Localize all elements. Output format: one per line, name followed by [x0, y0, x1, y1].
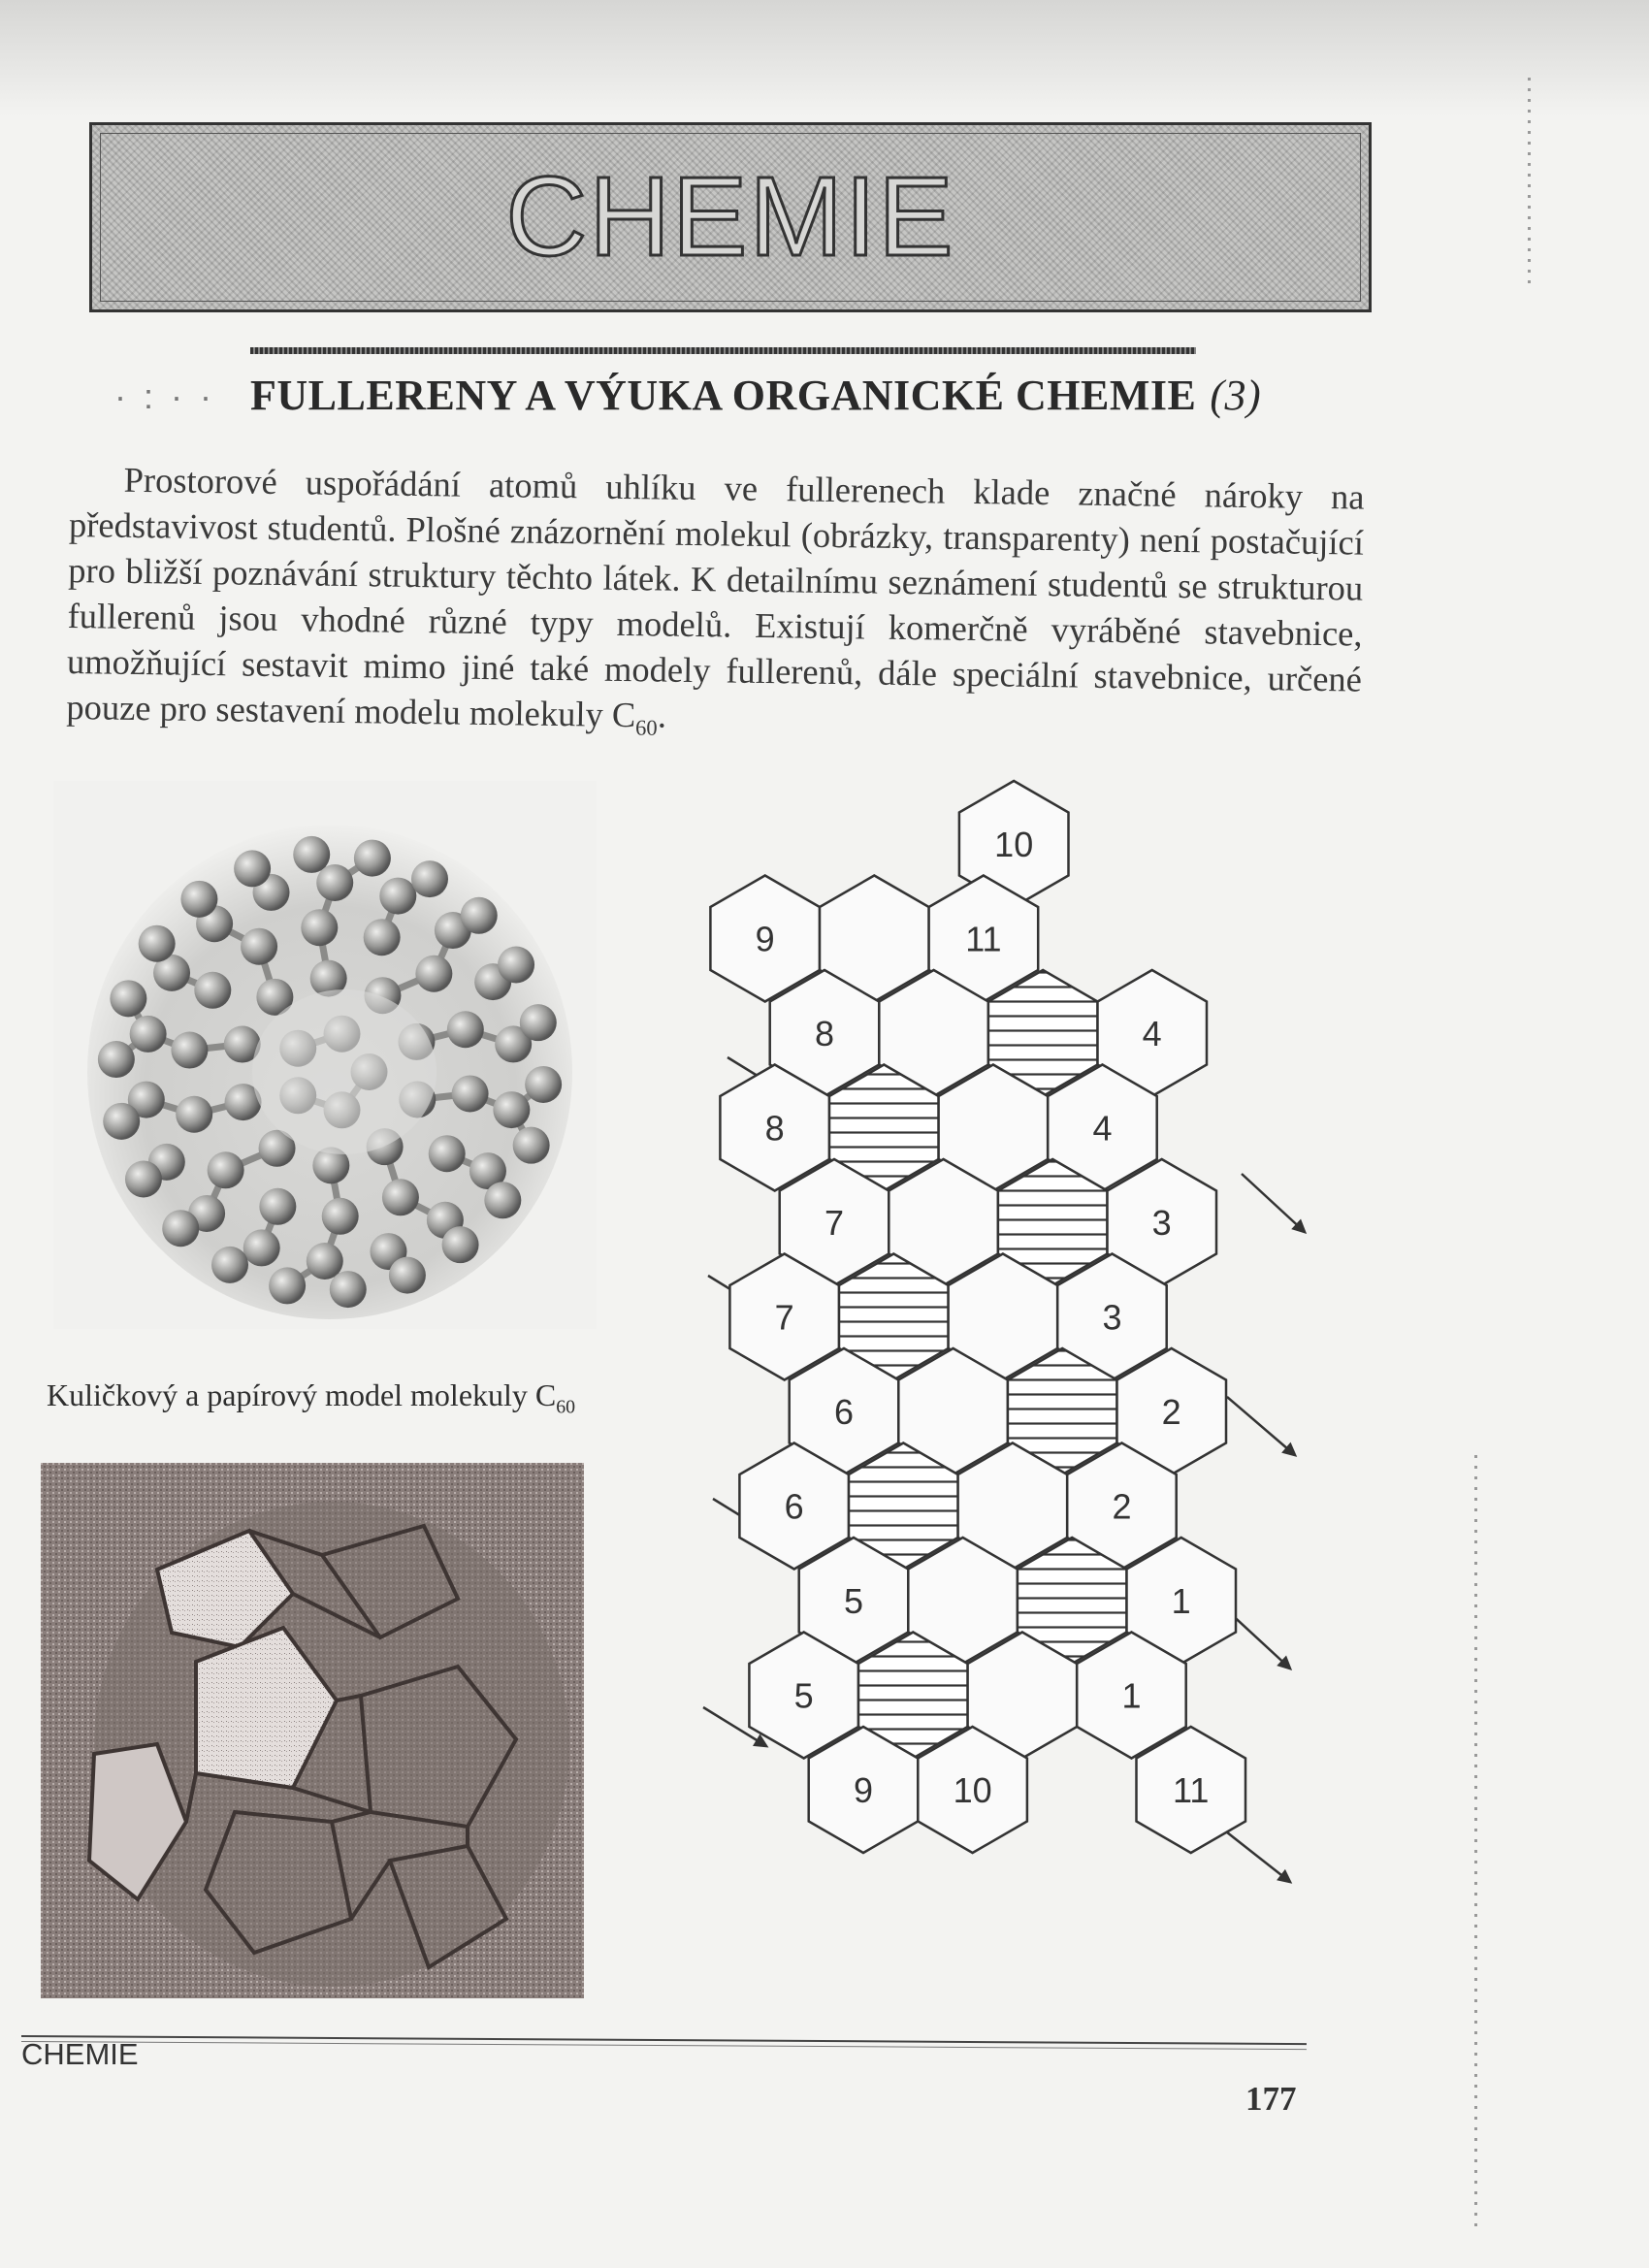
carbon-atom	[461, 897, 498, 934]
carbon-atom	[139, 925, 176, 962]
fullerene-net-diagram	[698, 776, 1339, 2027]
intro-end: .	[657, 695, 667, 735]
hex-label: 6	[833, 1392, 855, 1432]
hex-label: 5	[843, 1581, 864, 1621]
fold-arrow	[1222, 1829, 1290, 1882]
carbon-atom	[411, 860, 448, 897]
hex-label: 6	[784, 1486, 804, 1527]
fold-arrow	[1227, 1397, 1295, 1455]
fold-arrow	[1242, 1174, 1305, 1232]
carbon-atom	[259, 1188, 296, 1225]
title-marker-dots: · : · ·	[114, 376, 215, 416]
hex-label: 2	[1161, 1392, 1181, 1432]
scan-shading	[0, 0, 1649, 116]
carbon-atom	[364, 919, 401, 956]
hex-label: 7	[774, 1297, 794, 1338]
carbon-atom	[498, 946, 534, 983]
carbon-atom	[379, 878, 416, 915]
caption-text: Kuličkový a papírový model molekuly C	[47, 1377, 557, 1412]
hex-label: 2	[1112, 1486, 1132, 1527]
carbon-atom	[98, 1041, 135, 1078]
hex-label: 9	[755, 919, 775, 959]
carbon-atom	[176, 1096, 212, 1133]
hex-label: 3	[1102, 1297, 1122, 1338]
hex-label: 7	[824, 1203, 845, 1243]
carbon-atom	[525, 1066, 562, 1103]
carbon-atom	[307, 1243, 343, 1280]
carbon-atom	[493, 1091, 530, 1128]
hex-label: 9	[853, 1770, 874, 1810]
carbon-atom	[447, 1011, 484, 1048]
carbon-atom	[429, 1135, 466, 1172]
carbon-atom	[180, 881, 217, 918]
carbon-atom	[243, 1229, 280, 1266]
carbon-atom	[520, 1004, 557, 1041]
carbon-atom	[234, 850, 271, 887]
carbon-atom	[484, 1182, 521, 1218]
hex-label: 1	[1121, 1675, 1142, 1716]
carbon-atom	[301, 909, 338, 946]
paper-model-photo	[41, 1463, 584, 1998]
carbon-atom	[241, 928, 277, 965]
figure-caption	[47, 1377, 575, 1418]
carbon-atom	[171, 1032, 208, 1069]
ball-and-stick-model-photo	[53, 781, 597, 1329]
carbon-atom	[330, 1271, 367, 1308]
carbon-atom	[513, 1127, 550, 1164]
caption-subscript: 60	[556, 1396, 576, 1418]
fold-arrow-head	[755, 1736, 766, 1746]
carbon-atom	[125, 1161, 162, 1198]
title-rule	[250, 347, 1196, 354]
carbon-atom	[269, 1267, 306, 1304]
section-banner	[89, 122, 1372, 312]
page-number: 177	[1245, 2080, 1297, 2118]
intro-subscript: 60	[634, 715, 658, 740]
carbon-atom	[322, 1198, 359, 1235]
hex-label: 8	[764, 1108, 785, 1149]
carbon-atom	[162, 1210, 199, 1247]
scan-edge-dots	[1474, 1455, 1477, 2231]
carbon-atom	[382, 1179, 419, 1215]
hex-label: 4	[1092, 1108, 1113, 1149]
hex-label: 10	[953, 1770, 992, 1810]
carbon-atom	[415, 956, 452, 992]
carbon-atom	[103, 1103, 140, 1140]
carbon-atom	[211, 1247, 248, 1283]
carbon-atom	[130, 1016, 167, 1053]
carbon-atom	[194, 972, 231, 1009]
intro-paragraph	[66, 456, 1365, 761]
article-part-number: (3)	[1210, 372, 1262, 419]
hex-label: 4	[1142, 1014, 1162, 1053]
hex-label: 8	[814, 1014, 835, 1053]
scan-edge-dots	[1528, 78, 1531, 291]
carbon-atom	[293, 836, 330, 873]
carbon-atom	[452, 1075, 489, 1112]
hex-label: 1	[1171, 1581, 1191, 1621]
carbon-atom	[442, 1226, 479, 1263]
carbon-atom	[110, 980, 146, 1017]
carbon-atom	[354, 840, 391, 877]
banner-title: CHEMIE	[505, 153, 955, 279]
footer-rule	[21, 2035, 1307, 2045]
footer-section-label: CHEMIE	[21, 2037, 139, 2071]
carbon-atom	[316, 864, 353, 901]
hex-label: 11	[1173, 1770, 1210, 1810]
intro-text: Prostorové uspořádání atomů uhlíku ve fullerenech klade značné nároky na představivost studentů. Plošné znázornění molekul (obrázky, transparenty) není postačující pro bližší poznávání struktury těchto látek. K detailnímu seznámení studentů se strukturou fullerenů jsou vhodné různé typy modelů. Existují komerčně vyráběné stavebnice, umožňující sestavit mimo jiné také modely fullerenů, dále speciální stavebnice, určené pouze pro sestavení modelu molekuly C	[66, 459, 1365, 735]
hex-label: 10	[994, 825, 1034, 864]
carbon-atom	[208, 1151, 244, 1188]
hex-label: 3	[1151, 1203, 1172, 1243]
article-title	[250, 371, 1262, 420]
hex-label: 11	[965, 919, 1002, 959]
hex-label: 5	[793, 1675, 814, 1716]
article-title-text: FULLERENY A VÝUKA ORGANICKÉ CHEMIE	[250, 372, 1197, 419]
carbon-atom	[389, 1257, 426, 1294]
